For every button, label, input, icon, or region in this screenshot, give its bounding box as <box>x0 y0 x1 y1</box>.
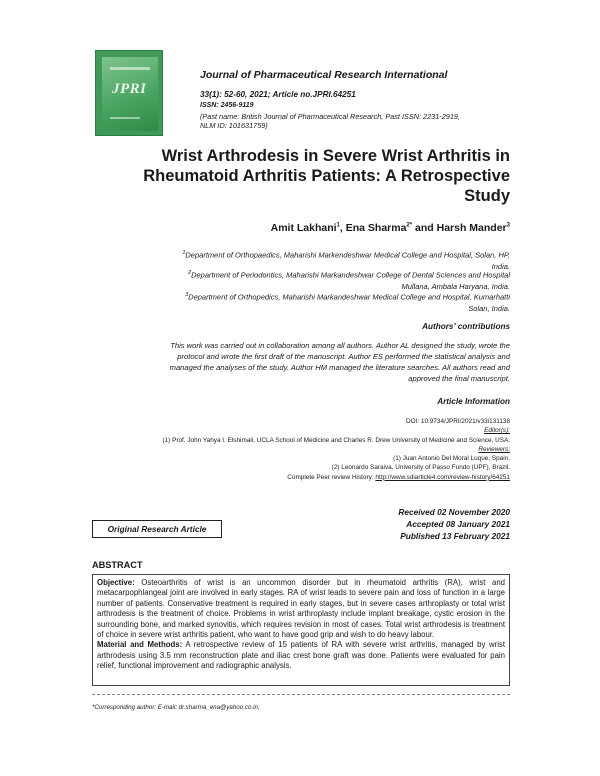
footnote-divider <box>92 694 510 695</box>
journal-cover-image <box>95 50 163 136</box>
contributions-text: This work was carried out in collaboration among all authors. Author AL designed the study, wrote the protocol and wrote the first draft of the manuscript. Author ES performed the statistical analysis and managed the analyses of the study. Author HM managed the literature searches. All authors read and approved the final manuscript. <box>169 341 510 383</box>
article-info-block: DOI: 10.9734/JPRI/2021/v33i131138 Editor(s): (1) Prof. John Yahya I. Elshimali, UCLA School of Medicine and Charles R. Drew University of Medicine and Science, USA. Reviewers: (1) Juan Antonio Del Moral Luque, Spain. (2) Leonardo Saraiva, University of Passo Fundo (UPF), Brazil. Complete Peer review History: http://www.sdiarticle4.com/review-history/64251 <box>70 417 510 482</box>
article-title: Wrist Arthrodesis in Severe Wrist Arthritis in Rheumatoid Arthritis Patients: A Retrospective Study <box>143 147 510 205</box>
article-info-heading: Article Information <box>437 397 510 406</box>
reviewer-2: (2) Leonardo Saraiva, University of Passo Fundo (UPF), Brazil. <box>331 464 510 472</box>
received-date: Received 02 November 2020 <box>398 507 510 517</box>
affiliation-3: $^3$Department of Orthopedics, Maharishi Markandeshwar Medical College and Hospital, Kumarhatti Solan, India. <box>185 292 510 313</box>
contributions-heading: Authors’ contributions <box>422 322 510 331</box>
editor: (1) Prof. John Yahya I. Elshimali, UCLA School of Medicine and Charles R. Drew University of Medicine and Science, USA. <box>162 436 510 444</box>
past-name-line: (Past name: British Journal of Pharmaceutical Research, Past ISSN: 2231-2919, <box>200 112 460 121</box>
reviewer-1: (1) Juan Antonio Del Moral Luque, Spain. <box>393 455 510 463</box>
editor-label: Editor(s): <box>484 427 510 435</box>
accepted-date: Accepted 08 January 2021 <box>406 519 510 529</box>
author-list: Amit Lakhani$^1$, Ena Sharma$^{2*}$ and Harsh Mander$^3$ <box>270 222 510 234</box>
volume-line: 33(1): 52-60, 2021; Article no.JPRI.64251 <box>200 90 356 99</box>
author-name: Harsh Mander <box>436 222 507 234</box>
author-name: Ena Sharma <box>345 222 407 234</box>
abstract-box: Objective: Osteoarthritis of wrist is an uncommon disorder but in rheumatoid arthritis (RA), wrist and metacarpophlangeal joint are involved in early stages. RA of wrist leads to severe pain and loss of function in a large number of patients. Conservative treatment is required in early stages, but in severe cases arthroplasty or total wrist arthrodesis is the treatment of choice. Problems in wrist arthroplasty include implant breakage, cystic erosion in the surrounding bone, and marked synovitis, which requires revision in most of cases. Total wrist arthrodesis is treatment of choice in severe wrist arthritis patient, who want to have good grip and wish to do heavy labour. Material and Methods: A retrospective review of 15 patients of RA with severe wrist arthritis, managed by wrist arthrodesis using 3.5 mm reconstruction plate and iliac crest bone graft was done. Patients were evaluated for pain relief, functional improvement and radiographic analysis. <box>92 574 510 686</box>
corresponding-author: *Corresponding author: E-mail: dr.sharma_ena@yahoo.co.in; <box>92 704 260 711</box>
affiliation-2: $^2$Department of Periodontics, Maharishi Markandeshwar College of Dental Sciences and Hospital Mullana, Ambala Haryana, India. <box>188 270 510 291</box>
reviewers-label: Reviewers: <box>478 445 510 453</box>
affiliation-1: $^1$Department of Orthopaedics, Maharishi Markendeshwar Medical College and Hospital, Solan, HP, India. <box>182 250 510 271</box>
abstract-heading: ABSTRACT <box>92 560 143 570</box>
article-type-badge: Original Research Article <box>92 520 222 538</box>
nlm-line: NLM ID: 101631759) <box>200 121 268 130</box>
journal-name: Journal of Pharmaceutical Research International <box>200 69 448 81</box>
doi: DOI: 10.9734/JPRI/2021/v33i131138 <box>406 418 510 425</box>
issn-line: ISSN: 2456-9119 <box>200 102 254 109</box>
author-name: Amit Lakhani <box>270 222 337 234</box>
published-date: Published 13 February 2021 <box>400 531 510 541</box>
review-history-link[interactable]: http://www.sdiarticle4.com/review-history/64251 <box>375 473 510 481</box>
journal-cover-logo: JPRI <box>112 81 147 97</box>
